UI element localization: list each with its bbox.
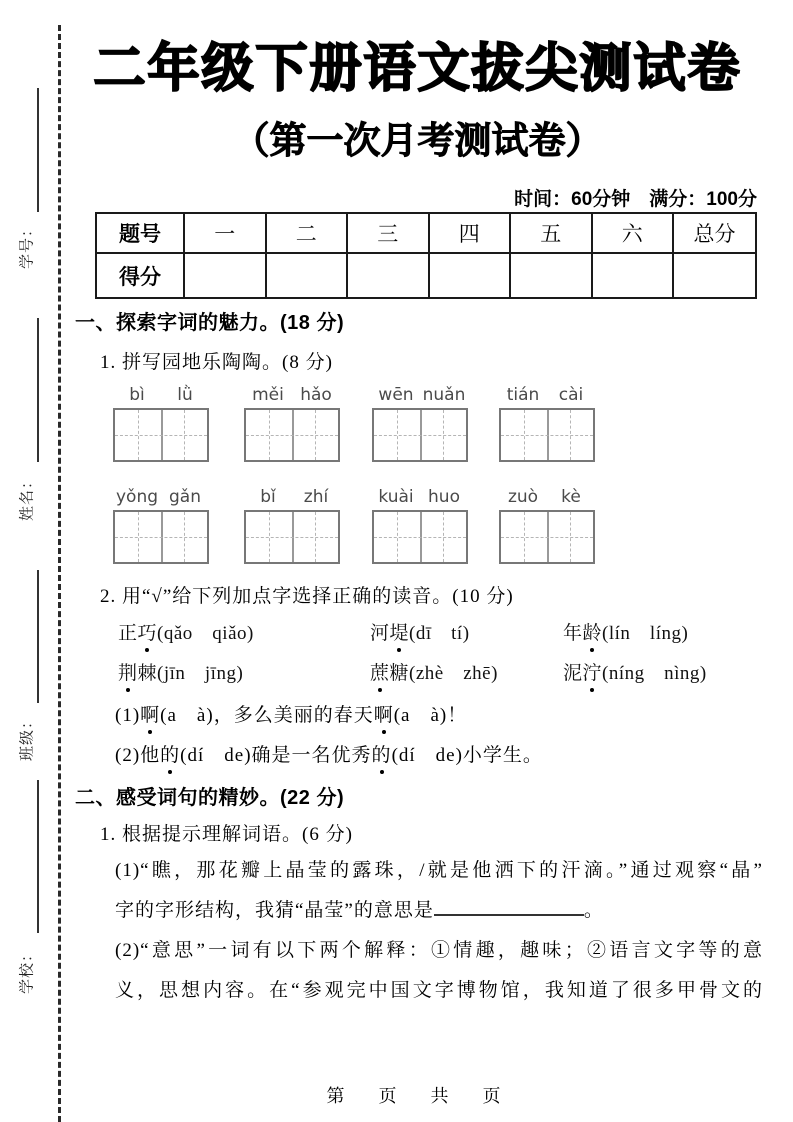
dotted-character: 巧	[138, 618, 158, 645]
time-score-info: 时间：60分钟 满分：100分	[514, 189, 757, 210]
name-label: 姓名：	[18, 472, 36, 522]
page-footer: 第 页 共 页	[326, 1086, 509, 1106]
reading-choice-item: 泥泞(níng nìng)	[563, 658, 707, 685]
student-id-write-line	[37, 88, 39, 212]
pinyin-group	[244, 385, 340, 462]
writing-grid	[113, 408, 209, 462]
writing-grid	[372, 408, 468, 462]
pinyin-syllable: cài	[558, 385, 584, 405]
score-empty-cell	[511, 254, 593, 297]
writing-grid	[372, 510, 468, 564]
pinyin-group	[113, 385, 209, 462]
score-row-label: 得分	[97, 254, 185, 297]
school-label: 学校：	[18, 945, 36, 995]
reading-choice-item: 年龄(lín líng)	[563, 618, 688, 645]
pinyin-syllable: nuǎn	[422, 385, 466, 405]
page-subtitle: （第一次月考测试卷）	[232, 120, 603, 161]
score-empty-cell	[593, 254, 675, 297]
score-table-header-cell: 四	[430, 214, 512, 254]
reading-choice-item: 河堤(dī tí)	[370, 618, 470, 645]
score-table-header-cell: 题号	[97, 214, 185, 254]
pinyin-syllable: měi	[252, 385, 284, 405]
dotted-character: 堤	[390, 618, 410, 645]
reading-choice-row	[115, 658, 763, 688]
score-empty-cell	[267, 254, 349, 297]
pinyin-syllable: gǎn	[169, 487, 201, 507]
name-write-line	[37, 318, 39, 462]
pinyin-syllable: kè	[561, 487, 581, 507]
pinyin-syllable: tián	[506, 385, 540, 405]
school-write-line	[37, 780, 39, 933]
dotted-character: 的	[372, 740, 392, 767]
pinyin-syllable: lǜ	[177, 385, 193, 405]
writing-grid	[244, 510, 340, 564]
score-empty-cell	[674, 254, 755, 297]
pinyin-syllable: bǐ	[260, 487, 276, 507]
dotted-character: 的	[160, 740, 180, 767]
writing-grid	[499, 510, 595, 564]
score-empty-cell	[185, 254, 267, 297]
page-title: 二年级下册语文拔尖测试卷	[93, 40, 742, 98]
pinyin-syllable: yǒng	[115, 487, 159, 507]
score-table-header-cell: 一	[185, 214, 267, 254]
pinyin-group	[244, 487, 340, 564]
section2-heading: 二、感受词句的精妙。(22 分)	[75, 787, 345, 809]
section1-heading: 一、探索字词的魅力。(18 分)	[75, 312, 345, 334]
s2-item1-line2: 字的字形结构，我猜“晶莹”的意思是 。	[115, 895, 763, 922]
score-empty-cell	[348, 254, 430, 297]
pinyin-group	[372, 487, 468, 564]
pinyin-syllable: huo	[428, 487, 460, 507]
score-table-header-cell: 二	[267, 214, 349, 254]
section1-q2-prompt: 2. 用“√”给下列加点字选择正确的读音。(10 分)	[100, 586, 514, 607]
s2-item1-line1: (1)“瞧，那花瓣上晶莹的露珠，/就是他洒下的汗滴。”通过观察“晶”	[115, 860, 763, 881]
score-table-header-cell: 三	[348, 214, 430, 254]
s2-item2-line1: (2)“意思”一词有以下两个解释：①情趣，趣味；②语言文字等的意	[115, 940, 763, 961]
reading-choice-item: 正巧(qǎo qiǎo)	[118, 618, 254, 645]
writing-grid	[113, 510, 209, 564]
pinyin-group	[113, 487, 209, 564]
score-table	[95, 212, 757, 299]
reading-choice-item: 蔗糖(zhè zhē)	[370, 658, 498, 685]
section2-q1-prompt: 1. 根据提示理解词语。(6 分)	[100, 824, 353, 845]
pinyin-syllable: kuài	[378, 487, 414, 507]
score-empty-cell	[430, 254, 512, 297]
score-table-header-cell: 五	[511, 214, 593, 254]
q2-subitem-2: (2)他的(dí de)确是一名优秀的(dí de)小学生。	[115, 740, 763, 767]
dotted-character: 蔗	[370, 658, 390, 685]
score-table-header-cell: 六	[593, 214, 675, 254]
q2-subitem-1: (1)啊(a à)，多么美丽的春天啊(a à)！	[115, 700, 763, 727]
score-table-header-cell: 总分	[674, 214, 755, 254]
writing-grid	[244, 408, 340, 462]
dotted-character: 龄	[583, 618, 603, 645]
answer-blank	[434, 895, 584, 916]
pinyin-group	[372, 385, 468, 462]
pinyin-syllable: bì	[129, 385, 145, 405]
pinyin-group	[499, 385, 595, 462]
dotted-character: 荆	[118, 658, 138, 685]
dotted-character: 啊	[374, 700, 394, 727]
dotted-character: 泞	[583, 658, 603, 685]
pinyin-syllable: zhí	[303, 487, 329, 507]
pinyin-syllable: wēn	[378, 385, 414, 405]
s2-item2-line2: 义，思想内容。在“参观完中国文字博物馆，我知道了很多甲骨文的	[115, 980, 763, 1001]
class-write-line	[37, 570, 39, 703]
reading-choice-item: 荆棘(jīn jīng)	[118, 658, 243, 685]
section1-q1-prompt: 1. 拼写园地乐陶陶。(8 分)	[100, 352, 333, 373]
class-label: 班级：	[18, 712, 36, 762]
dotted-character: 啊	[140, 700, 160, 727]
student-id-label: 学号：	[18, 220, 36, 270]
writing-grid	[499, 408, 595, 462]
reading-choice-row	[115, 618, 763, 648]
cut-dashed-line	[58, 25, 61, 1122]
pinyin-group	[499, 487, 595, 564]
pinyin-syllable: zuò	[507, 487, 539, 507]
pinyin-syllable: hǎo	[300, 385, 332, 405]
